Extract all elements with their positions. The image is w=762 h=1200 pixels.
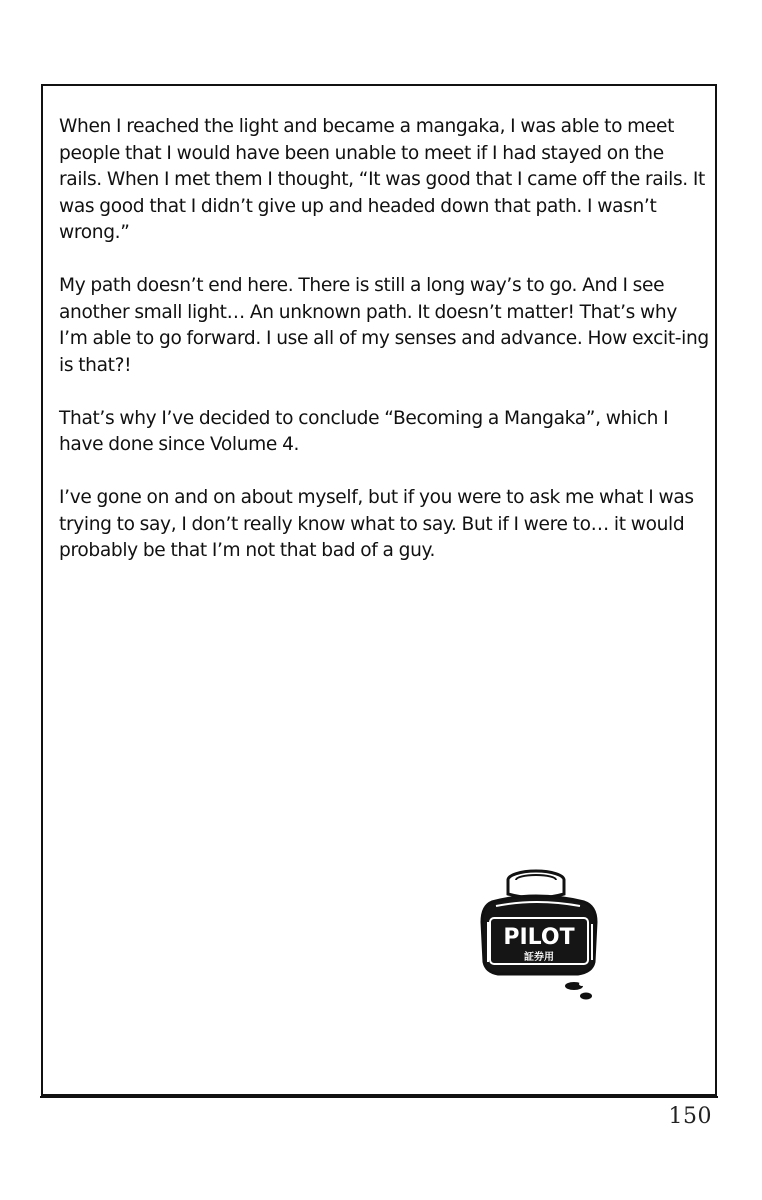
paragraph-4: I’ve gone on and on about myself, but if you were to ask me what I was trying to say, I don’t really know what to say. But if I were to… it would probably be that I’m not that bad of a guy.: [59, 487, 694, 561]
afterword-text: [59, 114, 709, 591]
ink-bottle-icon: [474, 862, 614, 1010]
paragraph-2: My path doesn’t end here. There is still a long way’s to go. And I see another small light… An unknown path. It doesn’t matter! That’s why I’m able to go forward. I use all of my senses and advance. How excit-ing is that?!: [59, 275, 709, 376]
bottle-sub-label: 証券用: [524, 952, 554, 963]
page-number: 150: [668, 1104, 712, 1129]
paragraph-1: When I reached the light and became a mangaka, I was able to meet people that I would have been unable to meet if I had stayed on the rails. When I met them I thought, “It was good that I came off the rails. It was good that I didn’t give up and headed down that path. I wasn’t wrong.”: [59, 116, 705, 243]
bottle-brand-label: PILOT: [503, 925, 575, 950]
paragraph-3: That’s why I’ve decided to conclude “Becoming a Mangaka”, which I have done since Volume 4.: [59, 407, 669, 455]
